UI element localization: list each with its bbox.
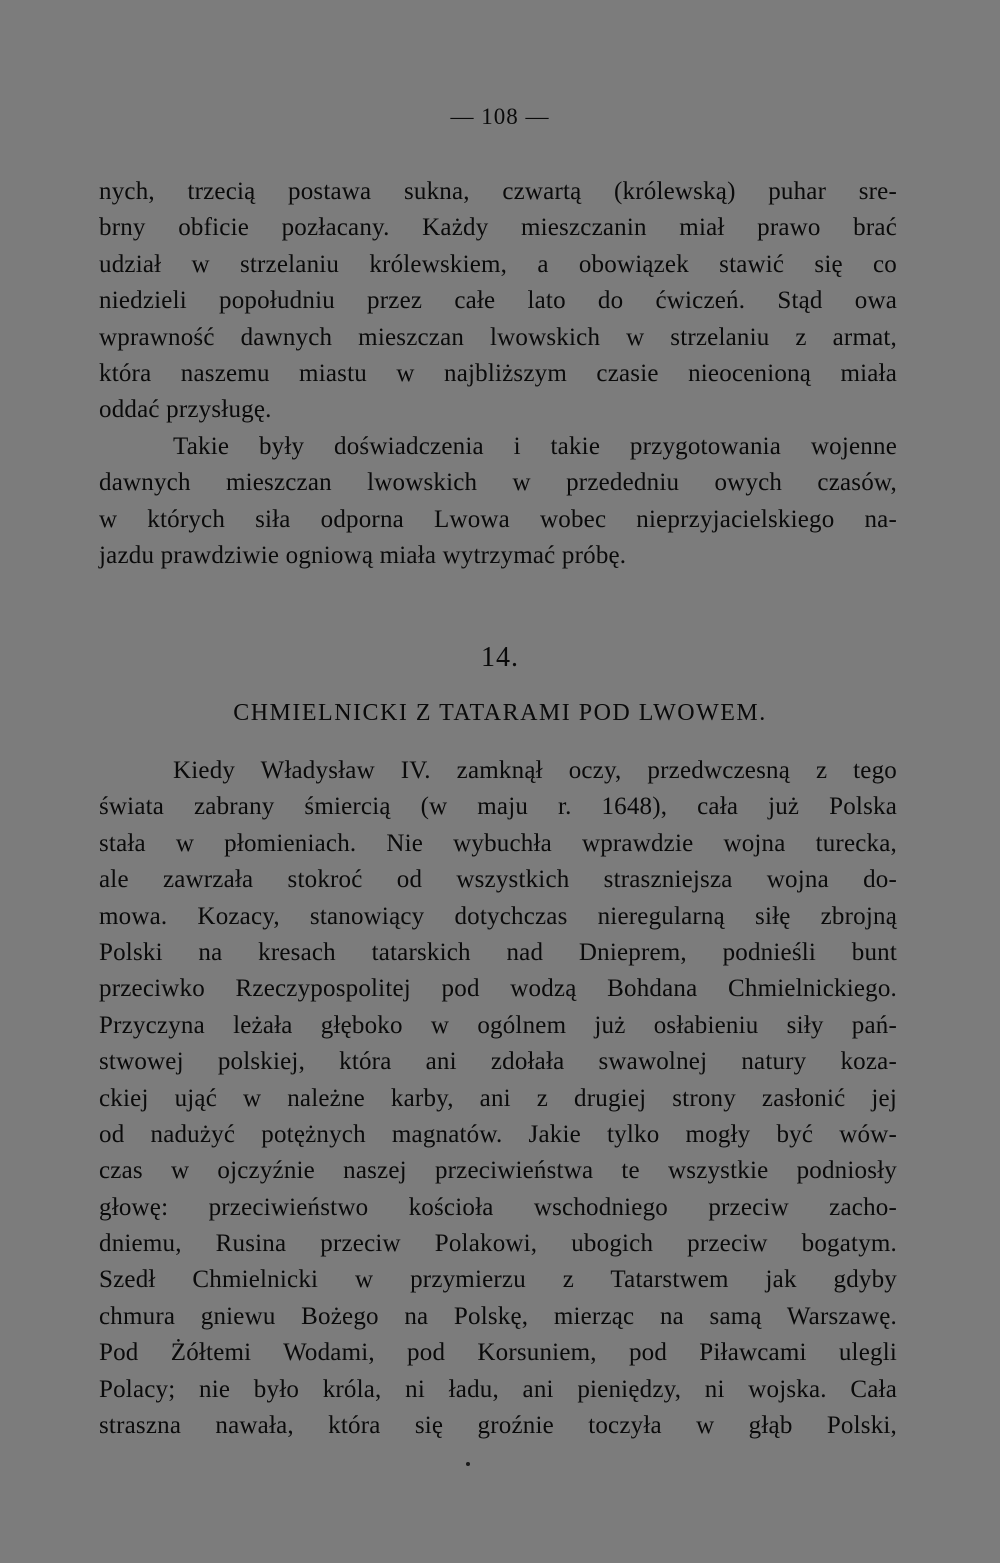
text-line: chmura gniewu Bożego na Polskę, mierząc na samą Warszawę. — [99, 1302, 897, 1330]
text-line: wprawność dawnych mieszczan lwowskich w strzelaniu z armat, — [99, 323, 897, 351]
text-line: czas w ojczyźnie naszej przeciwieństwa te wszystkie podniosły — [99, 1157, 897, 1185]
page-number: — 108 — — [450, 104, 550, 129]
text-line: w których siła odporna Lwowa wobec nieprzyjacielskiego na- — [99, 505, 897, 533]
text-line: stała w płomieniach. Nie wybuchła wprawdzie wojna turecka, — [99, 829, 897, 857]
text-line: nych, trzecią postawa sukna, czwartą (królewską) puhar sre- — [99, 178, 897, 205]
text-line: dawnych mieszczan lwowskich w przededniu owych czasów, — [99, 469, 897, 497]
text-line: dniemu, Rusina przeciw Polakowi, ubogich przeciw bogatym. — [99, 1230, 897, 1258]
text-line: ckiej ująć w należne karby, ani z drugiej strony zasłonić jej — [99, 1084, 897, 1112]
text-line: głowę: przeciwieństwo kościoła wschodniego przeciw zacho- — [99, 1193, 897, 1221]
text-line: Szedł Chmielnicki w przymierzu z Tatarstwem jak gdyby — [99, 1266, 897, 1294]
text-line: Polski na kresach tatarskich nad Dnieprem, podnieśli bunt — [99, 938, 897, 966]
text-line: Kiedy Władysław IV. zamknął oczy, przedwczesną z tego — [173, 757, 897, 784]
text-line: Pod Żółtemi Wodami, pod Korsuniem, pod Piławcami ulegli — [99, 1339, 897, 1367]
text-line: Takie były doświadczenia i takie przygotowania wojenne — [173, 432, 897, 460]
chapter-title: CHMIELNICKI Z TATARAMI POD LWOWEM. — [233, 700, 767, 726]
text-line: oddać przysługę. — [99, 396, 272, 424]
text-line: Polacy; nie było króla, ni ładu, ani pieniędzy, ni wojska. Cała — [99, 1375, 897, 1403]
text-line: jazdu prawdziwie ogniową miała wytrzymać próbę. — [99, 541, 627, 569]
text-line: niedzieli popołudniu przez całe lato do ćwiczeń. Stąd owa — [99, 287, 897, 315]
paragraph-chmielnicki — [99, 753, 897, 1444]
text-line: która naszemu miastu w najbliższym czasie nieocenioną miała — [99, 359, 897, 387]
text-line: straszna nawała, która się groźnie toczyła w głąb Polski, — [99, 1412, 897, 1440]
text-line: ale zawrzała stokroć od wszystkich straszniejsza wojna do- — [99, 866, 897, 894]
text-line: brny obficie pozłacany. Każdy mieszczanin miał prawo brać — [99, 214, 897, 242]
text-line: stwowej polskiej, która ani zdołała swawolnej natury koza- — [99, 1048, 897, 1076]
text-line: od nadużyć potężnych magnatów. Jakie tylko mogły być wów- — [99, 1120, 897, 1148]
ink-speck — [466, 1462, 470, 1466]
text-line: udział w strzelaniu królewskiem, a obowiązek stawić się co — [99, 250, 897, 278]
paragraph-strzelanie — [99, 174, 897, 574]
text-line: przeciwko Rzeczypospolitej pod wodzą Bohdana Chmielnickiego. — [99, 975, 897, 1003]
text-line: mowa. Kozacy, stanowiący dotychczas nieregularną siłę zbrojną — [99, 902, 897, 930]
text-line: Przyczyna leżała głęboko w ogólnem już osłabieniu siły pań- — [99, 1011, 897, 1039]
text-line: świata zabrany śmiercią (w maju r. 1648), cała już Polska — [99, 793, 897, 821]
chapter-number: 14. — [481, 642, 519, 673]
